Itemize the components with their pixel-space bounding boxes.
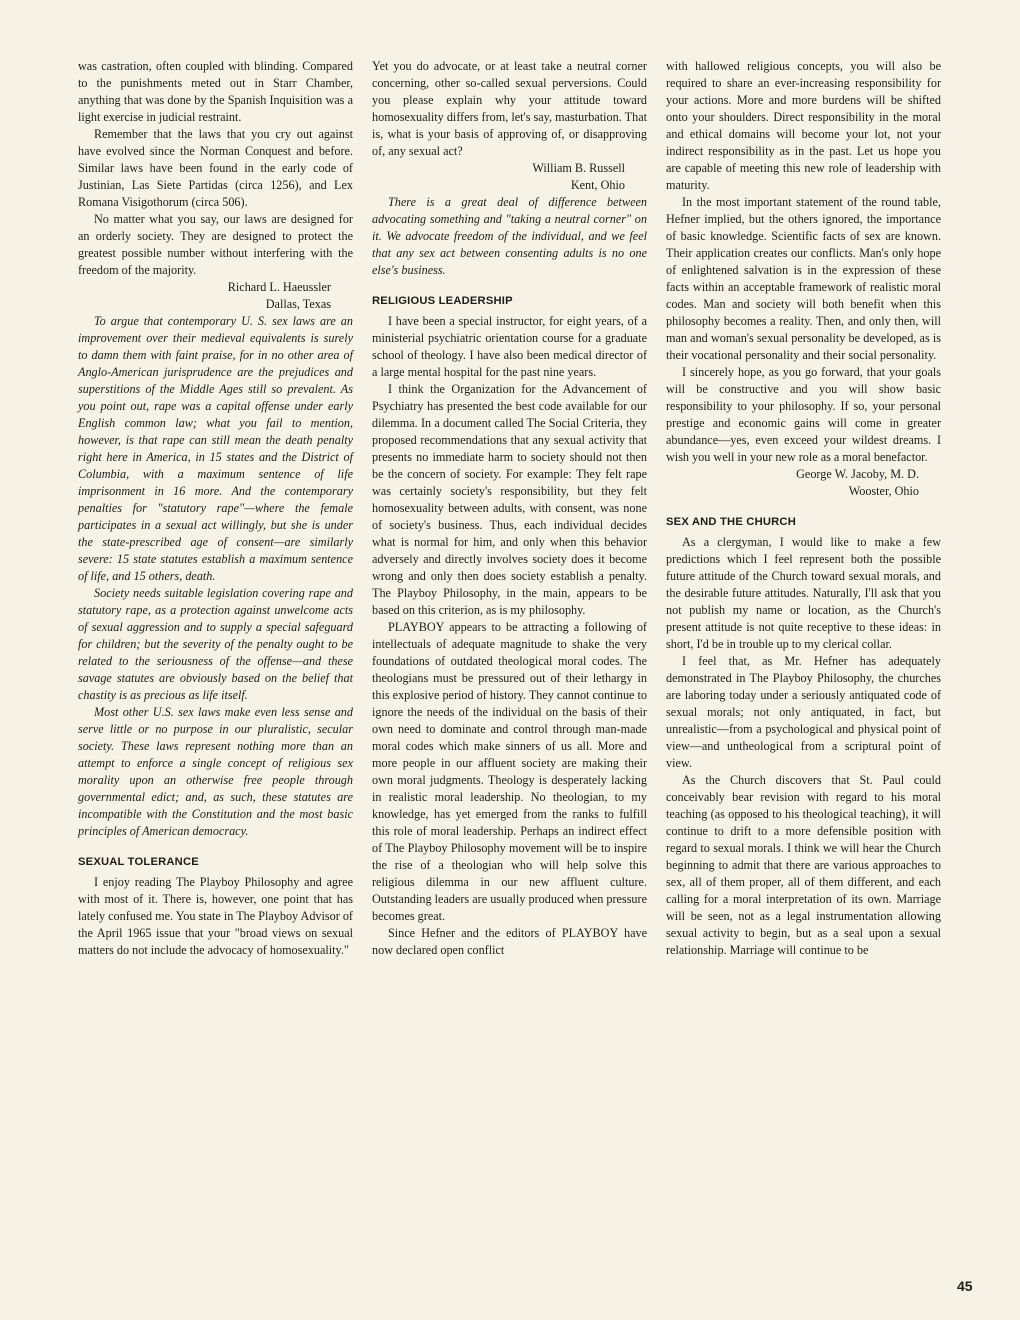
column-right bbox=[666, 58, 941, 959]
column-left bbox=[78, 58, 353, 959]
section-heading: SEXUAL TOLERANCE bbox=[78, 856, 199, 868]
signature-name: Richard L. Haeussler bbox=[227, 280, 331, 294]
paragraph: As the Church discovers that St. Paul could conceivably bear revision with regard to his moral teaching (as opposed to his theological teaching), it will continue to drift to a more defensible position with regard to sexual morals. I think we will hear the Church beginning to admit that there are various approaches to sex, all of them proper, all of them different, and each calling for a moral interpretation of its own. Marriage will be seen, not as a legal instrumentation allowing sexual activity to begin, but as a seal upon a sexual relationship. Marriage will continue to be bbox=[666, 773, 941, 957]
column-middle bbox=[372, 58, 647, 959]
editor-reply: There is a great deal of difference between advocating something and "taking a neutral corner" on it. We advocate freedom of the individual, and we feel that any sex act between consenting adults is no one else's business. bbox=[372, 195, 647, 277]
paragraph: Yet you do advocate, or at least take a neutral corner concerning, other so-called sexual perversions. Could you please explain why your attitude toward homosexuality differs from, let's say, masturbation. That is, what is your basis of approving of, or disapproving of, any sexual act? bbox=[372, 59, 647, 158]
signature-place: Kent, Ohio bbox=[570, 178, 625, 192]
paragraph: Since Hefner and the editors of PLAYBOY have now declared open conflict bbox=[372, 926, 647, 957]
paragraph: In the most important statement of the round table, Hefner implied, but the others ignored, the importance of basic knowledge. Scientific facts of sex are known. Their application creates our conflicts. Man's only hope of enlightened salvation is in the expression of these facts within an acceptable framework of realistic moral codes. Man and society will both benefit when this philosophy becomes a reality. Then, and only then, will man and woman's sexual personality be developed, as is their vocational personality and their social personality. bbox=[666, 195, 941, 362]
section-heading: SEX AND THE CHURCH bbox=[666, 516, 796, 528]
paragraph: As a clergyman, I would like to make a few predictions which I feel represent both the possible future attitude of the Church toward sexual morals, and the desirable future attitudes. Naturally, I'll ask that you not publish my name or location, as the Church's present attitude is not quite receptive to these ideas: in short, I'd be in trouble up to my clerical collar. bbox=[666, 535, 941, 651]
paragraph: Remember that the laws that you cry out against have evolved since the Norman Conquest and before. Similar laws have been found in the early code of Justinian, Las Siete Partidas (circa 1256), and Lex Romana Visigothorum (circa 506). bbox=[78, 127, 353, 209]
paragraph: I enjoy reading The Playboy Philosophy and agree with most of it. There is, however, one point that has lately confused me. You state in The Playboy Advisor of the April 1965 issue that your "broad views on sexual matters do not include the advocacy of homosexuality." bbox=[78, 875, 353, 957]
signature-name: George W. Jacoby, M. D. bbox=[796, 467, 919, 481]
page-number: 45 bbox=[957, 1278, 973, 1294]
paragraph: I feel that, as Mr. Hefner has adequately demonstrated in The Playboy Philosophy, the churches are laboring today under a seriously antiquated code of sexual morals; not only antiquated, in fact, but unrealistic—from a psychological and physical point of view—and untheological from a scriptural point of view. bbox=[666, 654, 941, 770]
paragraph: I have been a special instructor, for eight years, of a ministerial psychiatric orientation course for a graduate school of theology. I have also been medical director of a large mental hospital for the past nine years. bbox=[372, 314, 647, 379]
paragraph: I sincerely hope, as you go forward, that your goals will be constructive and you will show basic responsibility to your philosophy. If so, your personal prestige and economic gains will come in greater abundance—yes, even exceed your wildest dreams. I wish you well in your new role as a moral benefactor. bbox=[666, 365, 941, 464]
letter-signature bbox=[78, 279, 353, 313]
signature-name: William B. Russell bbox=[532, 161, 625, 175]
editor-reply: To argue that contemporary U. S. sex laws are an improvement over their medieval equivalents is surely to damn them with faint praise, for in no other area of Anglo-American jurisprudence are the prejudices and superstitions of the Middle Ages still so prevalent. As you point out, rape was a capital offense under early English common law; what you fail to mention, however, is that rape can still mean the death penalty right here in America, in 15 states and the District of Columbia, with a maximum sentence of life imprisonment in 16 more. And the contemporary penalties for "statutory rape"—where the female participates in a sexual act willingly, but she is under the state-prescribed age of consent—are similarly severe: 15 state statutes establish a maximum sentence of life, and 15 others, death. bbox=[78, 314, 353, 583]
section-heading: RELIGIOUS LEADERSHIP bbox=[372, 295, 513, 307]
paragraph: was castration, often coupled with blinding. Compared to the punishments meted out in Starr Chamber, anything that was done by the Spanish Inquisition was a light exercise in judicial restraint. bbox=[78, 59, 353, 124]
editor-reply: Most other U.S. sex laws make even less sense and serve little or no purpose in our pluralistic, secular society. These laws represent nothing more than an attempt to enforce a single concept of religious sex morality upon an otherwise free people through governmental edict; and, as such, these statutes are incompatible with the Constitution and the most basic principles of American democracy. bbox=[78, 705, 353, 838]
paragraph: with hallowed religious concepts, you will also be required to share an ever-increasing responsibility for your actions. More and more burdens will be shifted onto your shoulders. Direct responsibility in the moral and ethical domains will become your lot, not your indirect responsibility as in the past. Let us hope you are capable of meeting this new role of leadership with maturity. bbox=[666, 59, 941, 192]
letter-signature bbox=[666, 466, 941, 500]
signature-place: Dallas, Texas bbox=[265, 297, 331, 311]
signature-place: Wooster, Ohio bbox=[848, 484, 919, 498]
editor-reply: Society needs suitable legislation covering rape and statutory rape, as a protection against unwelcome acts of sexual aggression and to supply a special safeguard for children; but the severity of the penalty ought to be related to the seriousness of the offense—and these savage statutes are obviously based on the belief that chastity is as precious as life itself. bbox=[78, 586, 353, 702]
paragraph: No matter what you say, our laws are designed for an orderly society. They are designed to protect the greatest possible number without interfering with the freedom of the majority. bbox=[78, 212, 353, 277]
letter-signature bbox=[372, 160, 647, 194]
paragraph: I think the Organization for the Advancement of Psychiatry has presented the best code available for our dilemma. In a document called The Social Criteria, they proposed recommendations that any sexual activity that presents no immediate harm to society should not then be the concern of society. For example: They felt rape was certainly society's responsibility, but they felt homosexuality between adults, with consent, was none of society's business. Thus, each individual decides what is normal for him, and only when this behavior adversely and directly involves society does it become wrong and only then does society establish a penalty. The Playboy Philosophy, in the main, appears to be based on this criterion, as is my philosophy. bbox=[372, 382, 647, 617]
paragraph: PLAYBOY appears to be attracting a following of intellectuals of adequate magnitude to shake the very foundations of outdated theological moral codes. The theologians must be pressured out of their lethargy in this explosive period of history. They cannot continue to ignore the needs of the individual on the basis of their own need to dominate and control through man-made moral codes which make sinners of us all. More and more people in our affluent society are making their own moral judgments. Theology is desperately lacking in realistic moral leadership. No theologian, to my knowledge, has yet emerged from the ranks to fulfill this role of moral leadership. Perhaps an indirect effect of The Playboy Philosophy movement will be to inspire the rise of a theologian who will help solve this religious dilemma in our new affluent culture. Outstanding leaders are usually produced when pressure becomes great. bbox=[372, 620, 647, 923]
